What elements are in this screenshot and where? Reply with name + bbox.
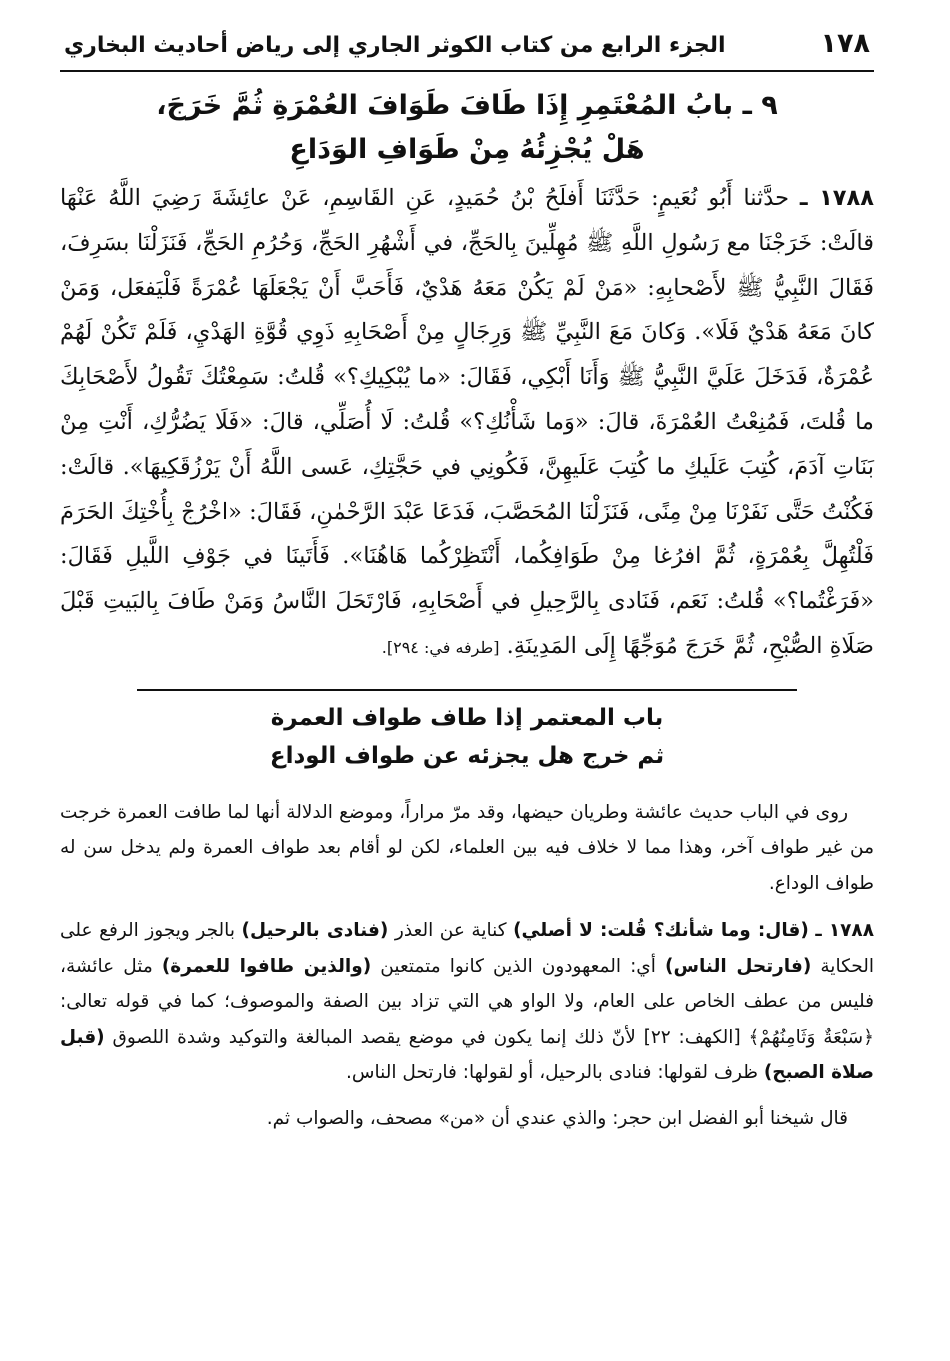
- section-divider: [137, 689, 797, 691]
- note-quote-2: (فنادى بالرحيل): [241, 920, 389, 942]
- hadith-body: حدَّثنا أَبُو نُعَيمٍ: حَدَّثَنَا أَفلَحُ بْنُ حُمَيدٍ، عَنِ القَاسِمِ، عَنْ عائِشَةَ رَضِيَ اللَّهُ عَنْهَا قالَتْ: خَرَجْنَا مع رَسُولِ اللَّهِ ﷺ مُهِلِّينَ بِالحَجِّ، في أَشْهُرِ الحَجِّ، وَحُرُمِ الحَجِّ، فَنَزَلْنَا بسَرِفَ، فَقَالَ النَّبِيُّ ﷺ لأَصْحابِهِ: «مَنْ لَمْ يَكُنْ مَعَهُ هَدْيٌ، فَأَحَبَّ أَنْ يَجْعَلَهَا عُمْرَةً فَلْيَفعَل، وَمَنْ كانَ مَعَهُ هَدْيٌ فَلَا». وَكانَ مَعَ النَّبِيِّ ﷺ وَرِجَالٍ مِنْ أَصْحَابِهِ ذَوِي قُوَّةِ الهَدْيِ، فَلَمْ تَكُنْ لَهُمْ عُمْرَةٌ، فَدَخَلَ عَلَيَّ النَّبِيُّ ﷺ وَأَنَا أَبْكِي، فَقَالَ: «ما يُبْكِيكِ؟» قُلتُ: سَمِعْتُكَ تَقُولُ لأَصْحَابِكَ ما قُلتَ، فَمُنِعْتُ العُمْرَةَ، قالَ: «وَما شَأْنُكِ؟» قُلتُ: لَا أُصَلِّي، قالَ: «فَلَا يَضُرُّكِ، أَنْتِ مِنْ بَنَاتِ آدَمَ، كُتِبَ عَلَيكِ ما كُتِبَ عَلَيهِنَّ، فَكُونِي في حَجَّتِكِ، عَسى اللَّهُ أَنْ يَرْزُقَكِيهَا». قالَتْ: فَكُنْتُ حَتَّى نَفَرْنَا مِنْ مِنًى، فَنَزَلْنَا المُحَصَّبَ، فَدَعَا عَبْدَ الرَّحْمٰنِ، فَقَالَ: «اخْرُجْ بِأُخْتِكَ الحَرَمَ فَلْتُهِلَّ بِعُمْرَةٍ، ثُمَّ افرُغا مِنْ طَوَافِكُما، أَنْتَظِرْكُما هَاهُنَا». فَأَتَينَا في جَوْفِ اللَّيلِ فَقَالَ: «فَرَغْتُما؟» قُلتُ: نَعَم، فَنَادى بِالرَّحِيلِ في أَصْحَابِهِ، فَارْتَحَلَ النَّاسُ وَمَنْ طَافَ بِالبَيتِ قَبْلَ صَلَاةِ الصُّبْحِ، ثُمَّ خَرَجَ مُوَجِّهًا إِلَى المَدِينَةِ.: [60, 185, 874, 659]
- note-text-2: بالجر ويجوز الرفع على الحكاية: [60, 920, 875, 977]
- running-title: الجزء الرابع من كتاب الكوثر الجاري إلى رياض أحاديث البخاري: [64, 33, 726, 58]
- note-quote-3: (فارتحل الناس): [664, 955, 812, 977]
- page-number: ١٧٨: [820, 28, 870, 59]
- quran-verse: ﴿سَبْعَةٌ وَثَامِنُهُمْ﴾: [748, 1026, 874, 1048]
- note-quote-1: (قال: وما شأنك؟ قُلت: لا أصلي): [513, 920, 809, 942]
- commentary-heading-line-1: باب المعتمر إذا طاف طواف العمرة: [270, 704, 664, 731]
- chapter-heading: [60, 84, 874, 172]
- note-number: ١٧٨٨ ـ: [815, 920, 875, 942]
- chapter-heading-line-2: هَلْ يُجْزِئُهُ مِنْ طَوَافِ الوَدَاعِ: [289, 134, 645, 165]
- note-text-1: كناية عن العذر: [388, 920, 514, 942]
- note-text-3: أي: المعهودون الذين كانوا متمتعين: [371, 955, 665, 977]
- commentary-heading-line-2: ثم خرج هل يجزئه عن طواف الوداع: [269, 742, 665, 769]
- hadith-reference: [طرفه في: ٢٩٤].: [381, 637, 500, 657]
- note-quote-4: (والذين طافوا للعمرة): [161, 955, 372, 977]
- commentary-final-paragraph: قال شيخنا أبو الفضل ابن حجر: والذي عندي أن «من» مصحف، والصواب ثم.: [266, 1107, 848, 1129]
- chapter-heading-line-1: ٩ ـ بابُ المُعْتَمِرِ إِذَا طَافَ طَوَافَ العُمْرَةِ ثُمَّ خَرَجَ،: [156, 90, 778, 121]
- commentary-heading: [60, 699, 874, 775]
- commentary-note-paragraph: [60, 913, 874, 1091]
- commentary-intro-paragraph: روى في الباب حديث عائشة وطريان حيضها، وقد مرّ مراراً، وموضع الدلالة أنها لما طافت العمرة خرجت من غير طواف آخر، وهذا مما لا خلاف فيه بين العلماء، لكن لو أقام بعد طواف العمرة ولم يدخل سن له طواف الوداع.: [60, 801, 874, 894]
- hadith-number: ١٧٨٨ ـ: [799, 185, 874, 211]
- running-header: [60, 28, 874, 72]
- note-text-6: ظرف لقولها: فنادى بالرحيل، أو لقولها: فارتحل الناس.: [346, 1062, 764, 1084]
- hadith-text: [60, 176, 874, 671]
- book-page: [60, 28, 874, 1338]
- note-text-4: مثل عائشة، فليس من عطف الخاص على العام، ولا الواو هي التي تزاد بين الصفة والموصوف؛ كما في قوله تعالى:: [60, 955, 874, 1013]
- note-quote-5: (قبل صلاة الصبح): [60, 1026, 874, 1084]
- note-text-5: [الكهف: ٢٢] لأنّ ذلك إنما يكون في موضع يقصد المبالغة والتوكيد وشدة اللصوق: [104, 1026, 749, 1048]
